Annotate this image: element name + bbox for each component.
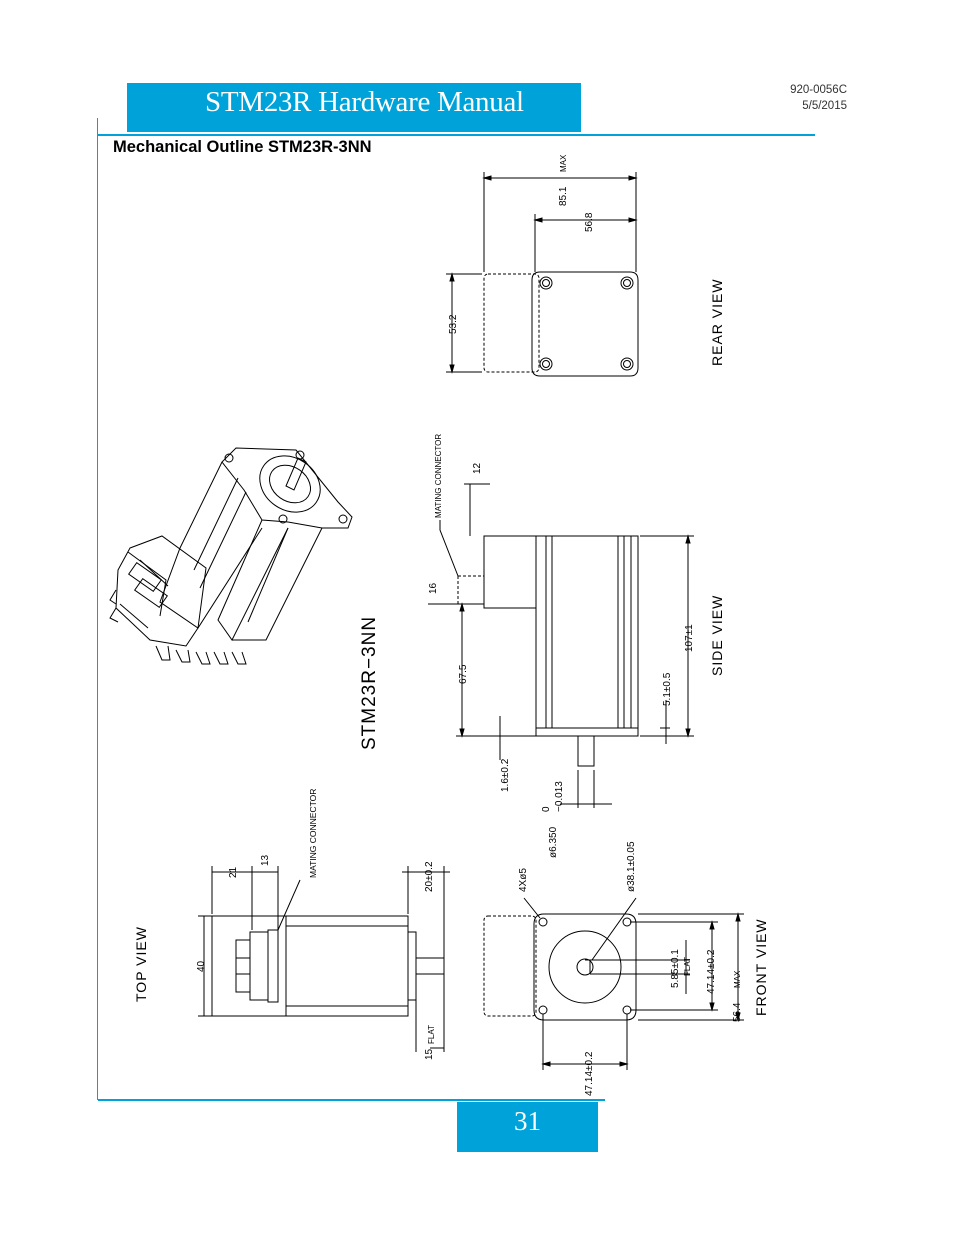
front-dim-bolt-v: 47.14±0.2 (706, 949, 717, 994)
rear-view (446, 172, 638, 376)
rear-view-label: REAR VIEW (709, 278, 725, 366)
top-dim-40: 40 (196, 960, 207, 972)
side-shaft-diameter: ø6.350 (548, 826, 559, 858)
side-shaft-tol-upper: 0 (541, 806, 552, 812)
front-dim-flange-max: 56.4 (732, 1002, 743, 1022)
front-view (484, 898, 744, 1070)
page-number-box (457, 1102, 598, 1152)
page-number: 31 (514, 1106, 541, 1136)
side-view-label: SIDE VIEW (709, 594, 725, 676)
document-date: 5/5/2015 (802, 100, 847, 112)
side-mating-connector: MATING CONNECTOR (434, 433, 443, 518)
rear-dim-flange: 56.8 (584, 212, 595, 232)
top-flat-label: FLAT (427, 1025, 436, 1044)
front-dim-pilot: ø38.1±0.05 (626, 841, 637, 892)
manual-title: STM23R Hardware Manual (205, 86, 524, 118)
side-shaft-tol-lower: −0.013 (554, 781, 565, 812)
side-dim-67-5: 67.5 (458, 664, 469, 684)
top-view-label: TOP VIEW (133, 926, 149, 1002)
front-dim-bolt-h: 47.14±0.2 (584, 1051, 595, 1096)
side-dim-16: 16 (428, 582, 439, 594)
rear-dim-overall-max: MAX (559, 154, 568, 172)
top-mating-connector: MATING CONNECTOR (308, 788, 318, 878)
top-dim-13: 13 (260, 854, 271, 866)
front-view-label: FRONT VIEW (753, 918, 769, 1016)
model-label: STM23R−3NN (359, 615, 380, 750)
front-dim-flange-max-label: MAX (733, 970, 742, 988)
top-dim-15: 15 (424, 1048, 435, 1060)
top-dim-20: 20±0.2 (424, 861, 435, 892)
rear-dim-width: 53.2 (448, 314, 459, 334)
side-view (428, 484, 694, 808)
rear-dim-overall: 85.1 (558, 186, 569, 206)
footer-rule (98, 1099, 605, 1101)
side-dim-1-6: 1.6±0.2 (500, 758, 511, 792)
top-dim-21: 21 (228, 866, 239, 878)
document-number: 920-0056C (790, 84, 847, 96)
side-dim-5-1: 5.1±0.5 (662, 672, 673, 706)
front-dim-holes: 4Xø5 (518, 868, 529, 892)
front-dim-flat: 5.85±0.1 (670, 949, 681, 988)
side-dim-107: 107±1 (684, 624, 695, 652)
side-dim-12: 12 (472, 462, 483, 474)
section-title: Mechanical Outline STM23R-3NN (113, 138, 372, 156)
isometric-motor (110, 444, 352, 664)
front-flat-label: FLAT (683, 957, 692, 976)
top-view (198, 866, 450, 1052)
